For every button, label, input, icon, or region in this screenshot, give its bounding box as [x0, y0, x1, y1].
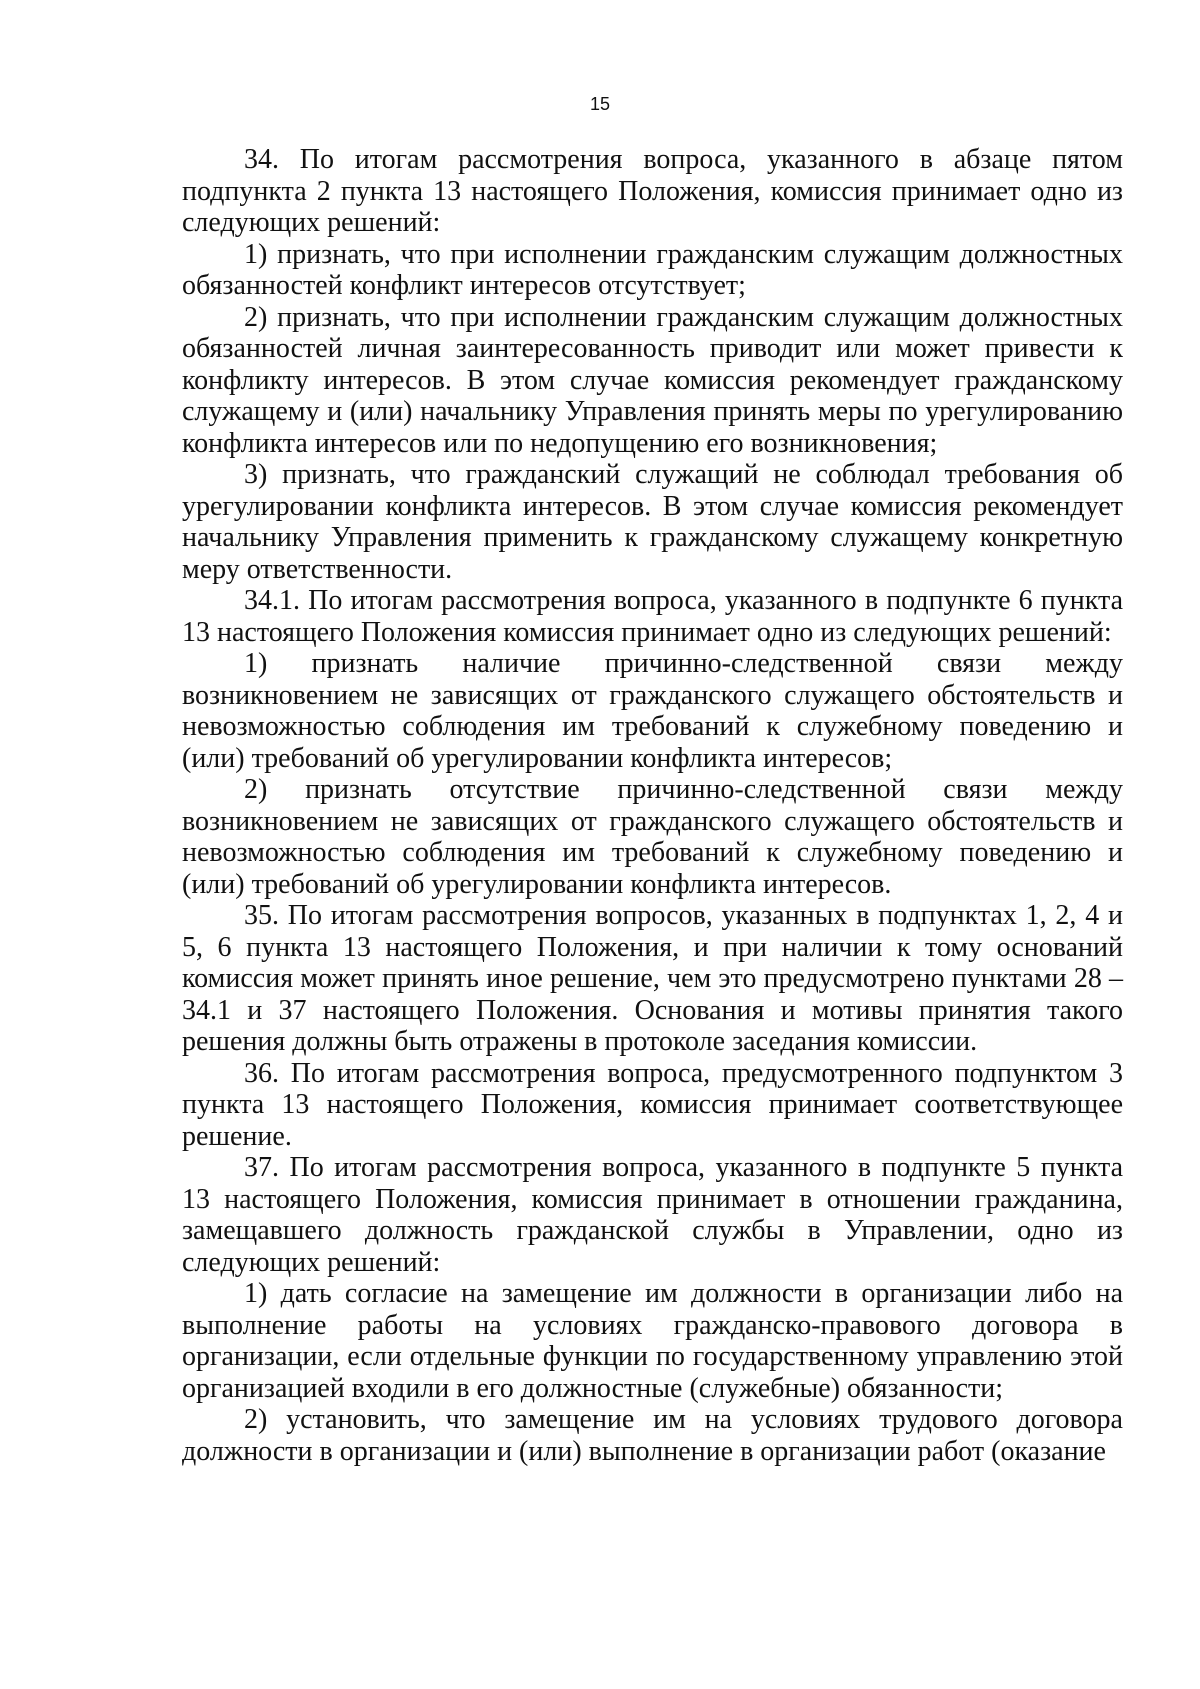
paragraph-34-1-item-2: 2) признать отсутствие причинно-следственной связи между возникновением не зависящих от гражданского служащего обстоятельств и невозможностью соблюдения им требований к служебному поведению и (или) требований об урегулировании конфликта интересов.: [182, 774, 1123, 900]
paragraph-34: 34. По итогам рассмотрения вопроса, указанного в абзаце пятом подпункта 2 пункта 13 настоящего Положения, комиссия принимает одно из следующих решений:: [182, 144, 1123, 238]
paragraph-37-item-2: 2) установить, что замещение им на условиях трудового договора должности в организации и (или) выполнение в организации работ (оказание: [182, 1404, 1123, 1467]
page-number: 15: [589, 94, 611, 114]
paragraph-34-item-2: 2) признать, что при исполнении гражданским служащим должностных обязанностей личная заинтересованность приводит или может привести к конфликту интересов. В этом случае комиссия рекомендует гражданскому служащему и (или) начальнику Управления принять меры по урегулированию конфликта интересов или по недопущению его возникновения;: [182, 301, 1123, 459]
paragraph-34-1: 34.1. По итогам рассмотрения вопроса, указанного в подпункте 6 пункта 13 настоящего Положения комиссия принимает одно из следующих решений:: [182, 585, 1123, 648]
paragraph-37-item-1: 1) дать согласие на замещение им должности в организации либо на выполнение работы на условиях гражданско-правового договора в организации, если отдельные функции по государственному управлению этой организацией входили в его должностные (служебные) обязанности;: [182, 1278, 1123, 1404]
paragraph-37: 37. По итогам рассмотрения вопроса, указанного в подпункте 5 пункта 13 настоящего Положения, комиссия принимает в отношении гражданина, замещавшего должность гражданской службы в Управлении, одно из следующих решений:: [182, 1152, 1123, 1278]
document-body: [182, 144, 1123, 1467]
paragraph-34-1-item-1: 1) признать наличие причинно-следственной связи между возникновением не зависящих от гражданского служащего обстоятельств и невозможностью соблюдения им требований к служебному поведению и (или) требований об урегулировании конфликта интересов;: [182, 648, 1123, 774]
paragraph-35: 35. По итогам рассмотрения вопросов, указанных в подпунктах 1, 2, 4 и 5, 6 пункта 13 настоящего Положения, и при наличии к тому оснований комиссия может принять иное решение, чем это предусмотрено пунктами 28 – 34.1 и 37 настоящего Положения. Основания и мотивы принятия такого решения должны быть отражены в протоколе заседания комиссии.: [182, 900, 1123, 1057]
paragraph-34-item-3: 3) признать, что гражданский служащий не соблюдал требования об урегулировании конфликта интересов. В этом случае комиссия рекомендует начальнику Управления применить к гражданскому служащему конкретную меру ответственности.: [182, 459, 1123, 585]
paragraph-36: 36. По итогам рассмотрения вопроса, предусмотренного подпунктом 3 пункта 13 настоящего Положения, комиссия принимает соответствующее решение.: [182, 1057, 1123, 1152]
paragraph-34-item-1: 1) признать, что при исполнении гражданским служащим должностных обязанностей конфликт интересов отсутствует;: [182, 238, 1123, 301]
